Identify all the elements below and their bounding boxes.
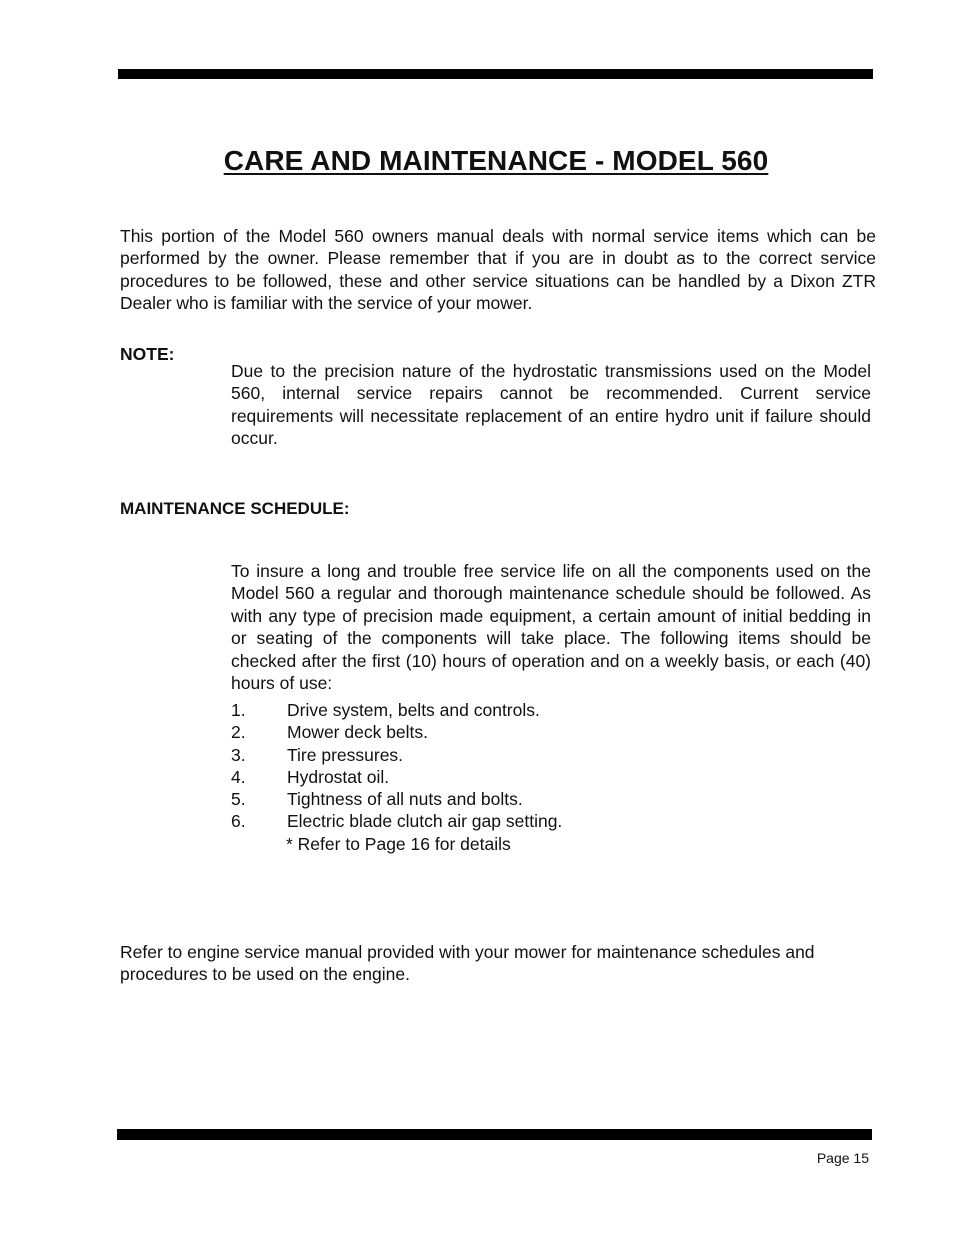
list-item-text: Hydrostat oil. bbox=[287, 766, 390, 787]
note-text: Due to the precision nature of the hydrostatic transmissions used on the Model 560, internal service repairs cannot be recommended. Current service requirements will necessitate replacement of an entire hydro unit if failure should occur. bbox=[231, 360, 871, 448]
list-item-number: 6. bbox=[231, 811, 246, 832]
list-item bbox=[231, 766, 562, 788]
list-item-number: 2. bbox=[231, 722, 246, 743]
list-item bbox=[231, 721, 562, 743]
list-item-number: 1. bbox=[231, 700, 246, 720]
list-item-text: Tire pressures. bbox=[287, 744, 404, 765]
list-item-number: 4. bbox=[231, 766, 246, 787]
list-item-number: 5. bbox=[231, 789, 246, 810]
list-item-text: Electric blade clutch air gap setting. bbox=[287, 811, 563, 832]
intro-paragraph: This portion of the Model 560 owners manual deals with normal service items which can be performed by the owner. Please remember that if you are in doubt as to the correct service procedures to be followed, these and other service situations can be handled by a Dixon ZTR Dealer who is familiar with the service of your mower. bbox=[120, 225, 876, 313]
maintenance-schedule-heading: MAINTENANCE SCHEDULE: bbox=[120, 499, 350, 518]
list-item bbox=[231, 699, 562, 721]
page-title: CARE AND MAINTENANCE - MODEL 560 bbox=[223, 144, 769, 176]
list-item bbox=[231, 788, 562, 810]
page-number: Page 15 bbox=[816, 1150, 869, 1166]
list-item bbox=[231, 744, 562, 766]
bottom-divider bbox=[117, 1129, 872, 1140]
list-item-text: Drive system, belts and controls. bbox=[287, 700, 540, 720]
list-item-text: Mower deck belts. bbox=[287, 722, 429, 743]
list-item bbox=[231, 810, 562, 832]
list-item-text: Tightness of all nuts and bolts. bbox=[287, 789, 523, 810]
maintenance-checklist bbox=[231, 699, 562, 833]
list-item-number: 3. bbox=[231, 744, 246, 765]
top-divider bbox=[118, 69, 873, 79]
note-label: NOTE: bbox=[120, 344, 175, 364]
engine-service-paragraph: Refer to engine service manual provided with your mower for maintenance schedules and procedures to be used on the engine. bbox=[120, 941, 815, 984]
checklist-reference-note: * Refer to Page 16 for details bbox=[286, 834, 511, 854]
maintenance-schedule-text: To insure a long and trouble free service life on all the components used on the Model 560 a regular and thorough maintenance schedule should be followed. As with any type of precision made equipment, a certain amount of initial bedding in or seating of the components will take place. The following items should be checked after the first (10) hours of operation and on a weekly basis, or each (40) hours of use: bbox=[231, 560, 871, 693]
